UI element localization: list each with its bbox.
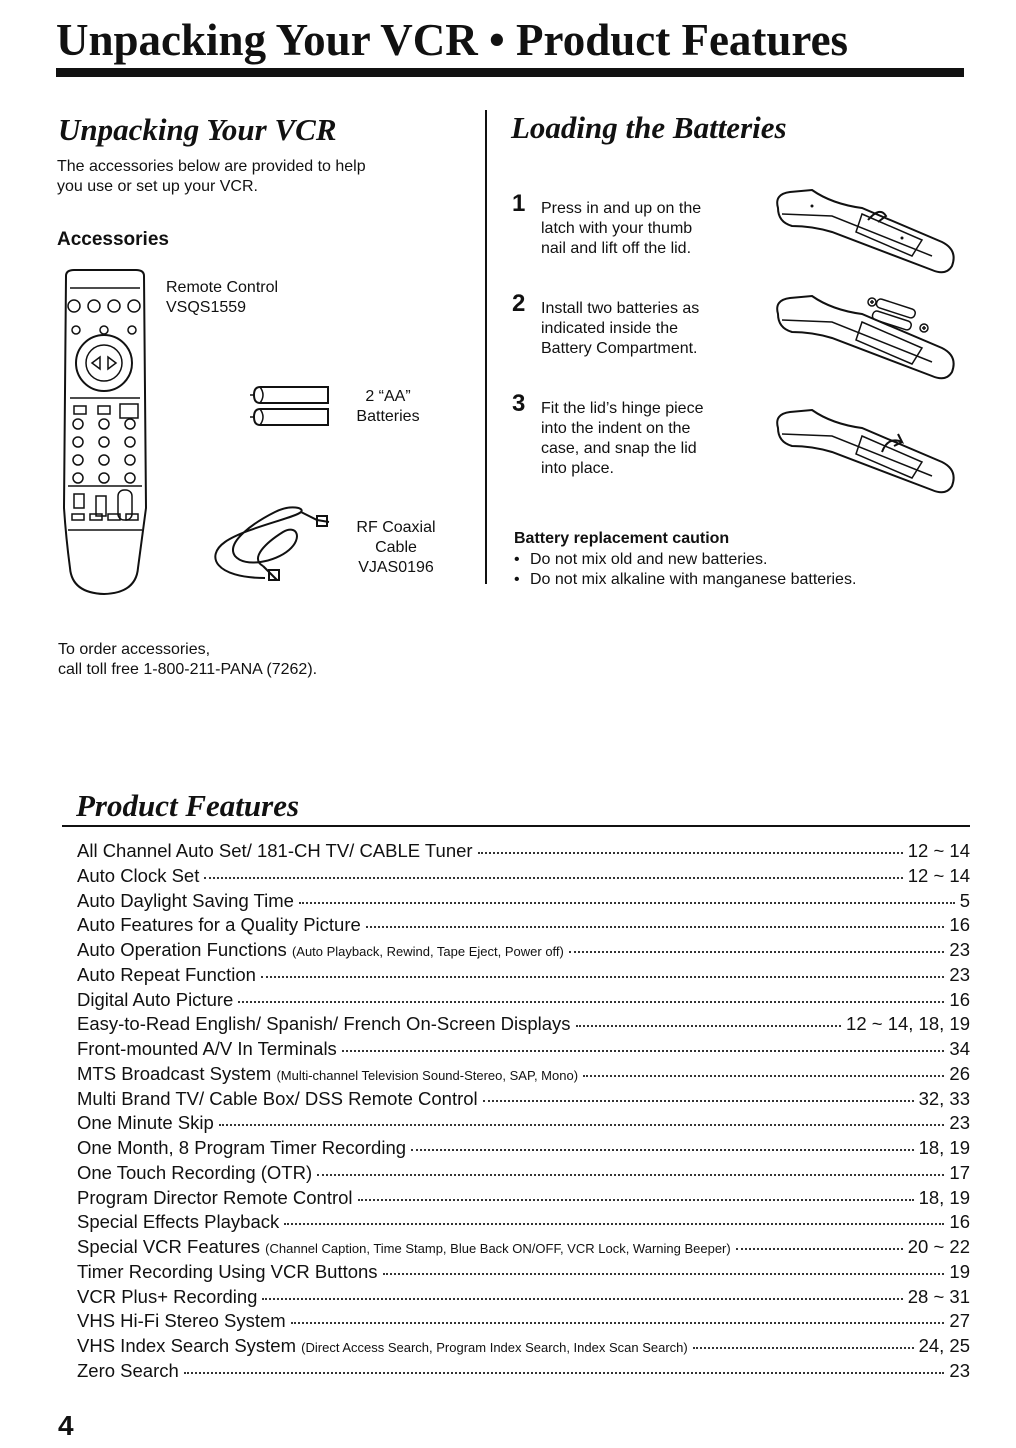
step-line: Battery Compartment. <box>541 340 698 357</box>
remote-name: Remote Control <box>166 279 279 296</box>
features-rule <box>62 825 970 827</box>
feature-row <box>77 989 970 1014</box>
feature-label <box>77 1360 179 1382</box>
feature-row <box>77 1335 970 1360</box>
column-divider <box>485 110 487 584</box>
dot-leader <box>411 1149 914 1151</box>
feature-page: 24, 25 <box>918 1335 970 1356</box>
step-line: into place. <box>541 460 614 477</box>
feature-label <box>77 1310 286 1332</box>
dot-leader <box>478 852 903 854</box>
feature-row <box>77 1310 970 1335</box>
feature-label <box>77 939 564 961</box>
feature-name: All Channel Auto Set/ 181-CH TV/ CABLE Tuner <box>77 840 473 861</box>
unpacking-heading: Unpacking Your VCR <box>58 112 337 147</box>
page-number: 4 <box>58 1410 74 1441</box>
feature-name: Special VCR Features <box>77 1236 261 1257</box>
caution-item: • Do not mix old and new batteries. <box>514 550 856 570</box>
feature-label <box>77 1335 688 1357</box>
feature-row <box>77 890 970 915</box>
dot-leader <box>483 1100 914 1102</box>
accessories-heading: Accessories <box>57 229 169 250</box>
order-line: call toll free 1-800-211-PANA (7262). <box>58 661 318 678</box>
feature-name: VCR Plus+ Recording <box>77 1285 258 1307</box>
dot-leader <box>736 1248 903 1250</box>
feature-name: Front-mounted A/V In Terminals <box>77 1038 337 1059</box>
feature-label <box>77 1088 478 1110</box>
step-1-illustration <box>772 186 960 276</box>
step-3-text <box>541 399 741 479</box>
step-3-illustration <box>772 404 960 496</box>
remote-label <box>166 278 278 318</box>
feature-name: Program Director Remote Control <box>77 1186 353 1208</box>
feature-page: 23 <box>949 1112 970 1134</box>
batteries-illustration <box>248 384 334 430</box>
feature-label <box>77 1038 337 1060</box>
feature-row <box>77 1187 970 1212</box>
feature-label <box>77 890 294 912</box>
intro-line: The accessories below are provided to help <box>57 158 366 175</box>
dot-leader <box>366 926 945 928</box>
feature-label <box>77 1162 312 1184</box>
features-list <box>77 840 970 1385</box>
order-info <box>58 640 317 680</box>
feature-note: (Multi-channel Television Sound-Stereo, SAP, Mono) <box>276 1067 579 1083</box>
dot-leader <box>184 1372 945 1374</box>
step-line: Install two batteries as <box>541 300 700 317</box>
step-1-number: 1 <box>512 190 526 217</box>
feature-row <box>77 1063 970 1088</box>
feature-row <box>77 1137 970 1162</box>
feature-name: One Month, 8 Program Timer Recording <box>77 1137 407 1158</box>
step-2-text <box>541 299 741 359</box>
feature-name: Zero Search <box>77 1359 179 1381</box>
dot-leader <box>576 1025 841 1027</box>
feature-name: Auto Clock Set <box>77 864 200 886</box>
feature-label <box>77 840 473 862</box>
intro-line: you use or set up your VCR. <box>57 178 258 195</box>
feature-label <box>77 1236 731 1258</box>
feature-name: Special Effects Playback <box>77 1211 280 1233</box>
feature-page: 27 <box>949 1310 970 1332</box>
dot-leader <box>383 1273 945 1275</box>
unpacking-intro <box>57 157 366 197</box>
feature-label <box>77 989 233 1011</box>
feature-page: 12 ~ 14 <box>907 864 970 886</box>
dot-leader <box>262 1298 902 1300</box>
cable-part-number: VJAS0196 <box>358 559 434 576</box>
feature-page: 28 ~ 31 <box>907 1285 970 1307</box>
dot-leader <box>219 1124 945 1126</box>
feature-name: Digital Auto Picture <box>77 988 234 1010</box>
feature-label <box>77 1211 279 1233</box>
feature-label <box>77 1063 578 1085</box>
dot-leader <box>583 1075 944 1077</box>
feature-note: (Direct Access Search, Program Index Search, Index Scan Search) <box>301 1340 688 1355</box>
dot-leader <box>291 1322 945 1324</box>
feature-row <box>77 1261 970 1286</box>
feature-row <box>77 865 970 890</box>
batteries-count: 2 “AA” <box>365 388 411 405</box>
caution-item: • Do not mix alkaline with manganese batteries. <box>514 570 856 590</box>
feature-row <box>77 1088 970 1113</box>
feature-name: One Touch Recording (OTR) <box>77 1161 313 1183</box>
cable-name-2: Cable <box>375 539 417 556</box>
feature-row <box>77 939 970 964</box>
step-line: indicated inside the <box>541 320 678 337</box>
feature-page: 23 <box>949 939 970 960</box>
feature-name: Multi Brand TV/ Cable Box/ DSS Remote Control <box>77 1087 478 1109</box>
coaxial-cable-illustration <box>205 498 335 584</box>
step-3-number: 3 <box>512 390 526 417</box>
feature-name: VHS Hi-Fi Stereo System <box>77 1310 286 1332</box>
feature-page: 12 ~ 14 <box>907 840 970 861</box>
batteries-name: Batteries <box>356 408 420 425</box>
feature-row <box>77 1013 970 1038</box>
cable-label <box>350 518 442 578</box>
feature-page: 16 <box>949 988 970 1010</box>
feature-name: MTS Broadcast System <box>77 1062 272 1084</box>
feature-label <box>77 964 256 986</box>
feature-name: Auto Repeat Function <box>77 963 256 985</box>
step-line: Press in and up on the <box>541 200 702 217</box>
feature-name: Auto Features for a Quality Picture <box>77 914 361 936</box>
step-line: nail and lift off the lid. <box>541 240 692 257</box>
step-2-number: 2 <box>512 290 526 317</box>
step-2-illustration <box>772 290 960 382</box>
feature-row <box>77 964 970 989</box>
dot-leader <box>317 1174 944 1176</box>
batteries-label <box>352 387 424 427</box>
feature-name: Auto Daylight Saving Time <box>77 889 294 911</box>
feature-row <box>77 1112 970 1137</box>
feature-page: 26 <box>949 1062 970 1084</box>
order-line: To order accessories, <box>58 641 211 658</box>
feature-page: 12 ~ 14, 18, 19 <box>846 1013 970 1035</box>
feature-label <box>77 1013 571 1035</box>
features-heading: Product Features <box>76 788 300 823</box>
feature-page: 18, 19 <box>918 1186 970 1208</box>
feature-page: 5 <box>959 889 970 911</box>
feature-label <box>77 865 199 887</box>
feature-note: (Channel Caption, Time Stamp, Blue Back ON/OFF, VCR Lock, Warning Beeper) <box>265 1241 731 1256</box>
dot-leader <box>358 1199 914 1201</box>
feature-row <box>77 840 970 865</box>
dot-leader <box>342 1050 945 1052</box>
remote-control-illustration <box>56 268 154 598</box>
feature-page: 19 <box>949 1260 970 1282</box>
feature-row <box>77 1286 970 1311</box>
feature-label <box>77 1261 378 1283</box>
remote-part-number: VSQS1559 <box>166 299 247 316</box>
page-title: Unpacking Your VCR • Product Features <box>56 15 849 65</box>
feature-name: One Minute Skip <box>77 1112 214 1134</box>
step-1-text <box>541 199 741 259</box>
feature-page: 16 <box>949 914 970 936</box>
feature-label <box>77 1187 353 1209</box>
feature-row <box>77 1038 970 1063</box>
feature-page: 16 <box>949 1211 970 1233</box>
feature-label <box>77 1137 406 1159</box>
feature-name: Easy-to-Read English/ Spanish/ French On-Screen Displays <box>77 1013 571 1035</box>
feature-label <box>77 1112 214 1134</box>
feature-row <box>77 1211 970 1236</box>
feature-name: Auto Operation Functions <box>77 939 287 960</box>
step-line: Fit the lid’s hinge piece <box>541 400 704 417</box>
feature-page: 18, 19 <box>918 1137 970 1158</box>
step-line: case, and snap the lid <box>541 440 697 457</box>
feature-name: Timer Recording Using VCR Buttons <box>77 1260 378 1282</box>
batteries-heading: Loading the Batteries <box>511 110 787 145</box>
caution-heading: Battery replacement caution <box>514 530 730 547</box>
feature-page: 32, 33 <box>918 1087 970 1109</box>
feature-page: 20 ~ 22 <box>907 1236 970 1257</box>
feature-page: 23 <box>949 1359 970 1381</box>
step-line: into the indent on the <box>541 420 691 437</box>
dot-leader <box>261 976 944 978</box>
caution-list <box>514 550 856 590</box>
feature-label <box>77 914 361 936</box>
feature-row <box>77 1236 970 1261</box>
dot-leader <box>693 1347 914 1349</box>
feature-page: 17 <box>949 1161 970 1183</box>
dot-leader <box>569 951 945 953</box>
feature-page: 23 <box>949 963 970 985</box>
dot-leader <box>238 1001 944 1003</box>
feature-name: VHS Index Search System <box>77 1335 297 1356</box>
feature-page: 34 <box>949 1038 970 1059</box>
feature-row <box>77 914 970 939</box>
dot-leader <box>204 877 902 879</box>
feature-label <box>77 1286 257 1308</box>
dot-leader <box>299 902 955 904</box>
feature-row <box>77 1360 970 1385</box>
cable-name-1: RF Coaxial <box>356 519 436 536</box>
title-rule <box>56 68 964 77</box>
feature-note: (Auto Playback, Rewind, Tape Eject, Power off) <box>291 944 564 959</box>
step-line: latch with your thumb <box>541 220 693 237</box>
dot-leader <box>284 1223 944 1225</box>
feature-row <box>77 1162 970 1187</box>
